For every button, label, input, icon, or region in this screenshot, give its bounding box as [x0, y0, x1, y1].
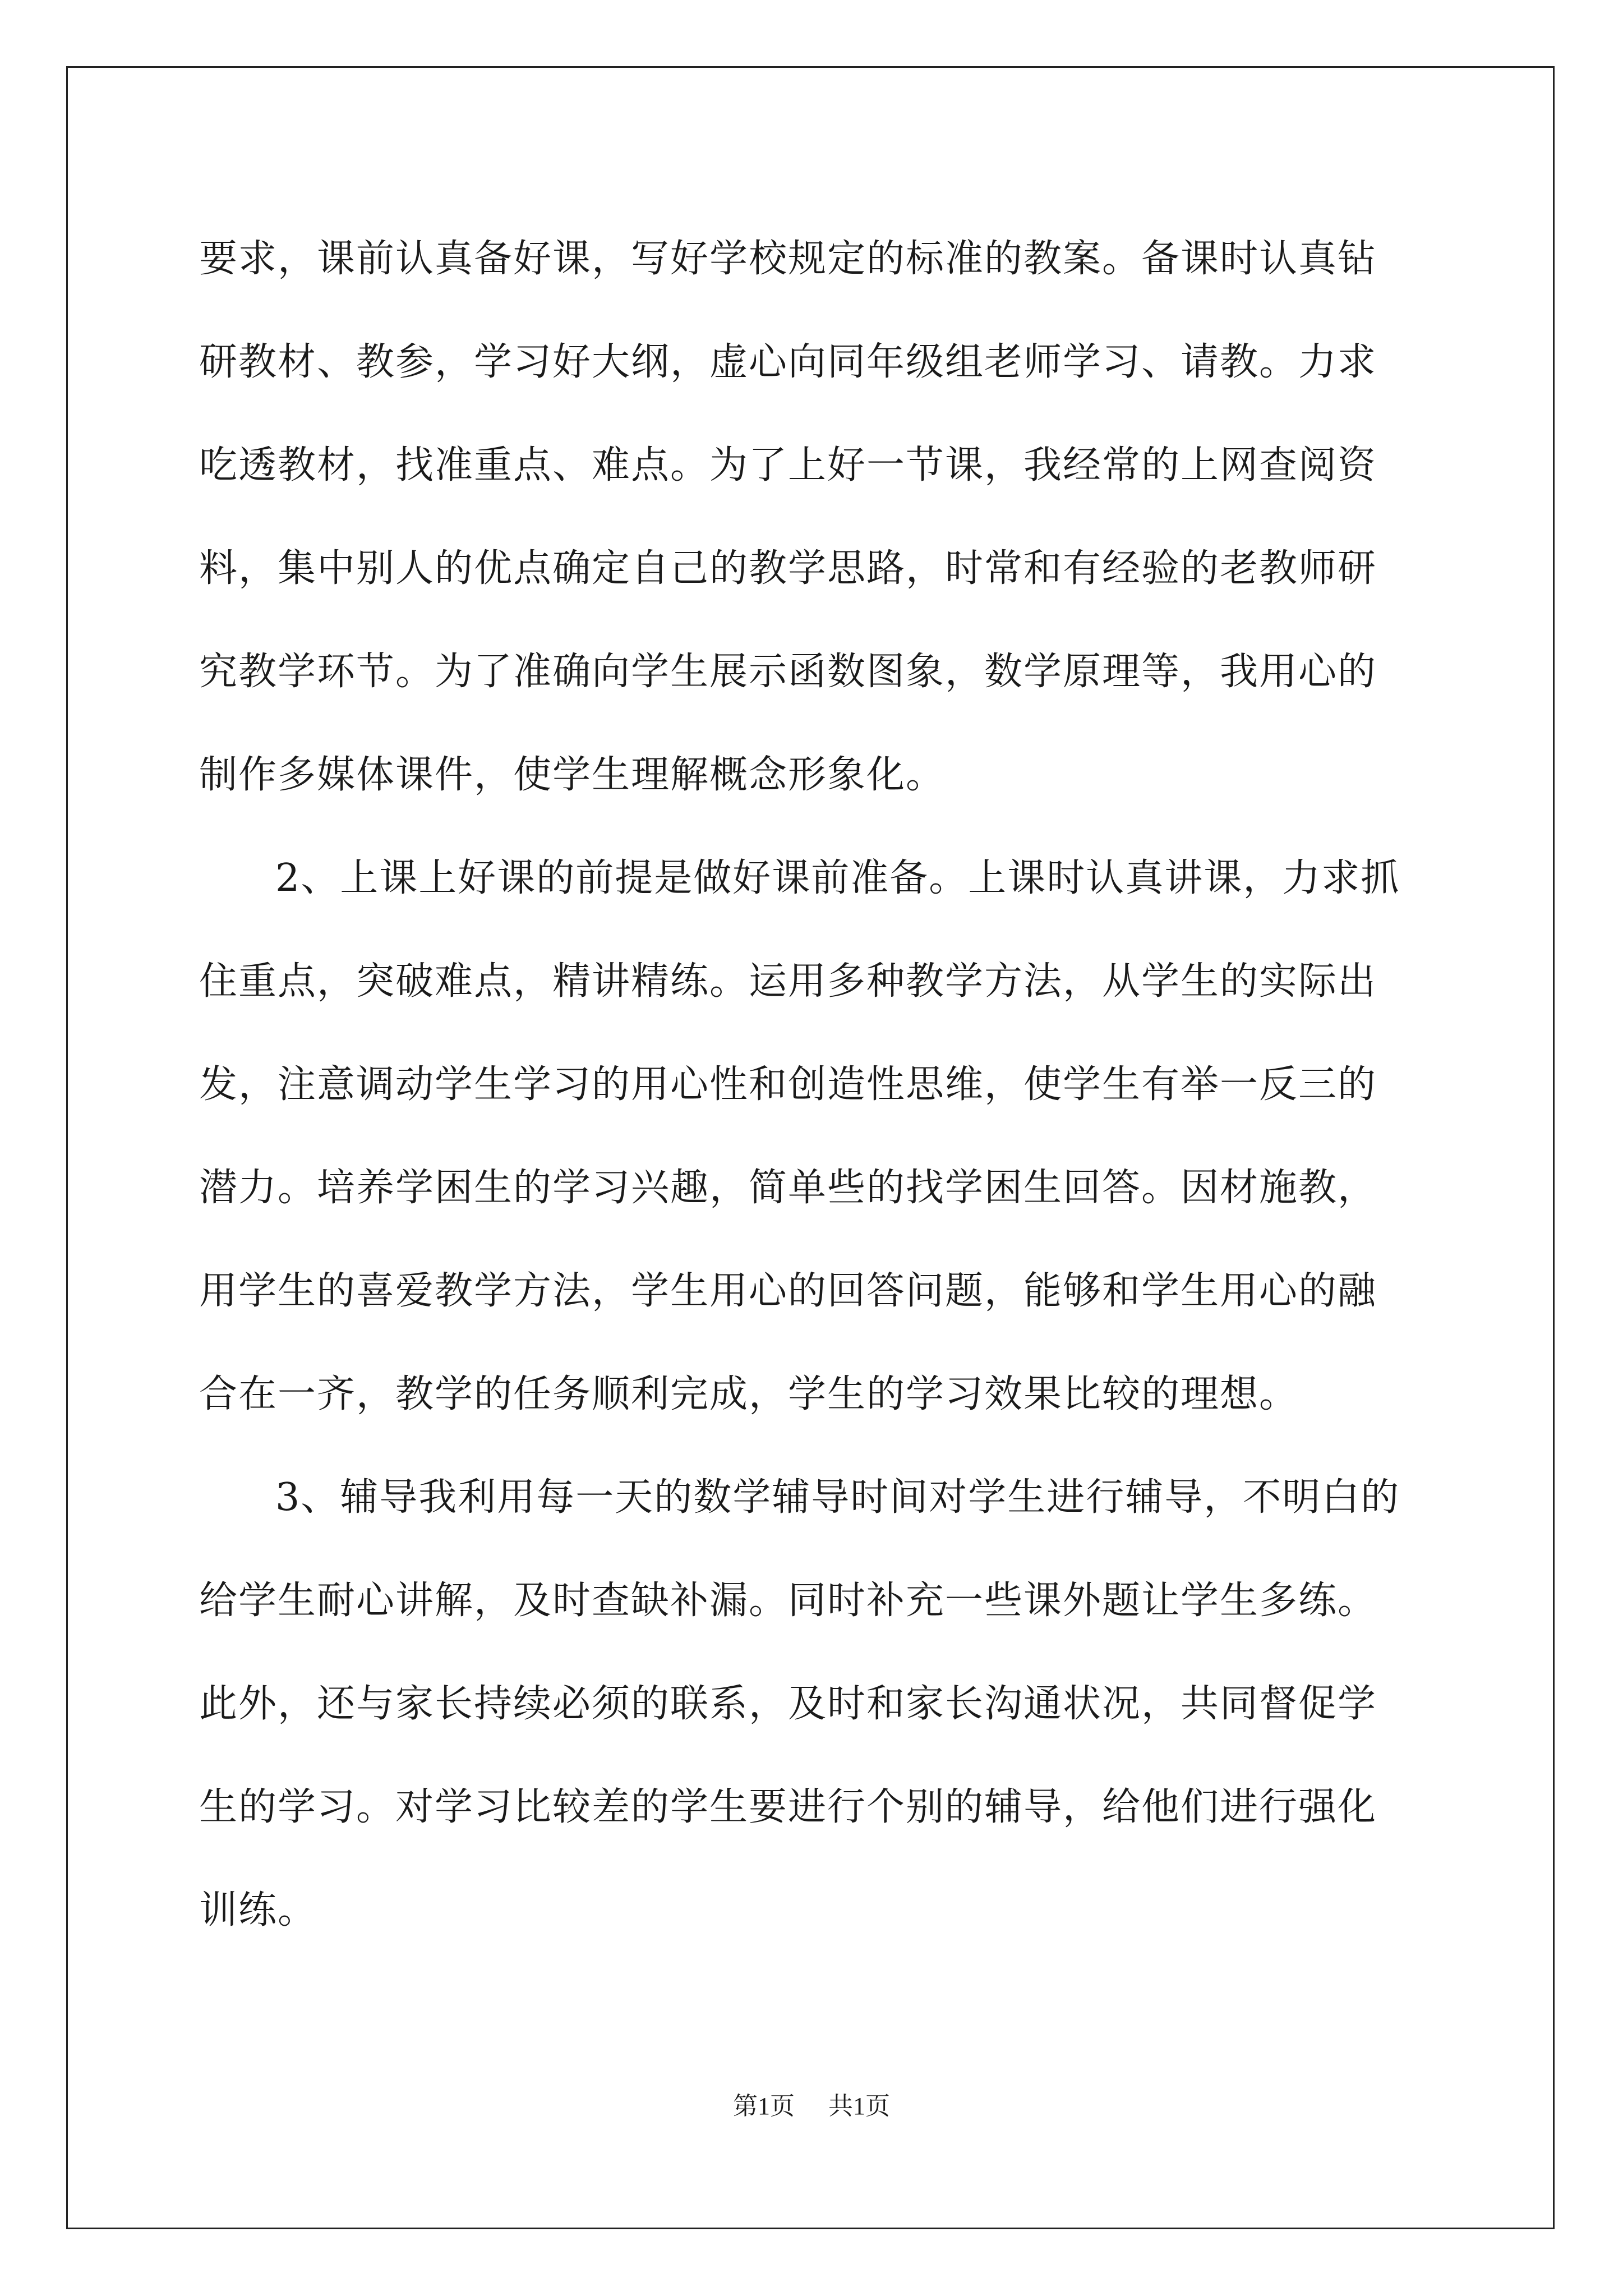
text-line: 制作多媒体课件，使学生理解概念形象化。: [199, 753, 946, 797]
text-line: 研教材、教参，学习好大纲，虚心向同年级组老师学习、请教。力求: [199, 340, 1377, 384]
text-line: 3、辅导我利用每一天的数学辅导时间对学生进行辅导，不明白的: [275, 1475, 1400, 1520]
document-body: [199, 208, 1427, 1962]
text-line: 究教学环节。为了准确向学生展示函数图象，数学原理等，我用心的: [199, 650, 1377, 694]
paragraph-3: [199, 1446, 1427, 1962]
text-line: 要求，课前认真备好课，写好学校规定的标准的教案。备课时认真钻: [199, 237, 1377, 281]
text-line: 住重点，突破难点，精讲精练。运用多种教学方法，从学生的实际出: [199, 959, 1377, 1004]
page-number: 第1页: [733, 2092, 795, 2120]
paragraph-1: [199, 208, 1427, 827]
paragraph-2: [199, 827, 1427, 1446]
page-total: 共1页: [828, 2092, 890, 2120]
text-line: 吃透教材，找准重点、难点。为了上好一节课，我经常的上网查阅资: [199, 443, 1377, 487]
text-line: 2、上课上好课的前提是做好课前准备。上课时认真讲课，力求抓: [275, 856, 1400, 900]
text-line: 发，注意调动学生学习的用心性和创造性思维，使学生有举一反三的: [199, 1062, 1377, 1107]
text-line: 此外，还与家长持续必须的联系，及时和家长沟通状况，共同督促学: [199, 1682, 1377, 1726]
text-line: 生的学习。对学习比较差的学生要进行个别的辅导，给他们进行强化: [199, 1785, 1377, 1829]
page-footer: [0, 2090, 1623, 2123]
text-line: 用学生的喜爱教学方法，学生用心的回答问题，能够和学生用心的融: [199, 1269, 1377, 1313]
text-line: 料，集中别人的优点确定自己的教学思路，时常和有经验的老教师研: [199, 546, 1377, 591]
text-line: 合在一齐，教学的任务顺利完成，学生的学习效果比较的理想。: [199, 1372, 1299, 1416]
text-line: 给学生耐心讲解，及时查缺补漏。同时补充一些课外题让学生多练。: [199, 1579, 1377, 1623]
text-line: 潜力。培养学困生的学习兴趣，简单些的找学困生回答。因材施教，: [199, 1166, 1377, 1210]
text-line: 训练。: [199, 1888, 317, 1932]
